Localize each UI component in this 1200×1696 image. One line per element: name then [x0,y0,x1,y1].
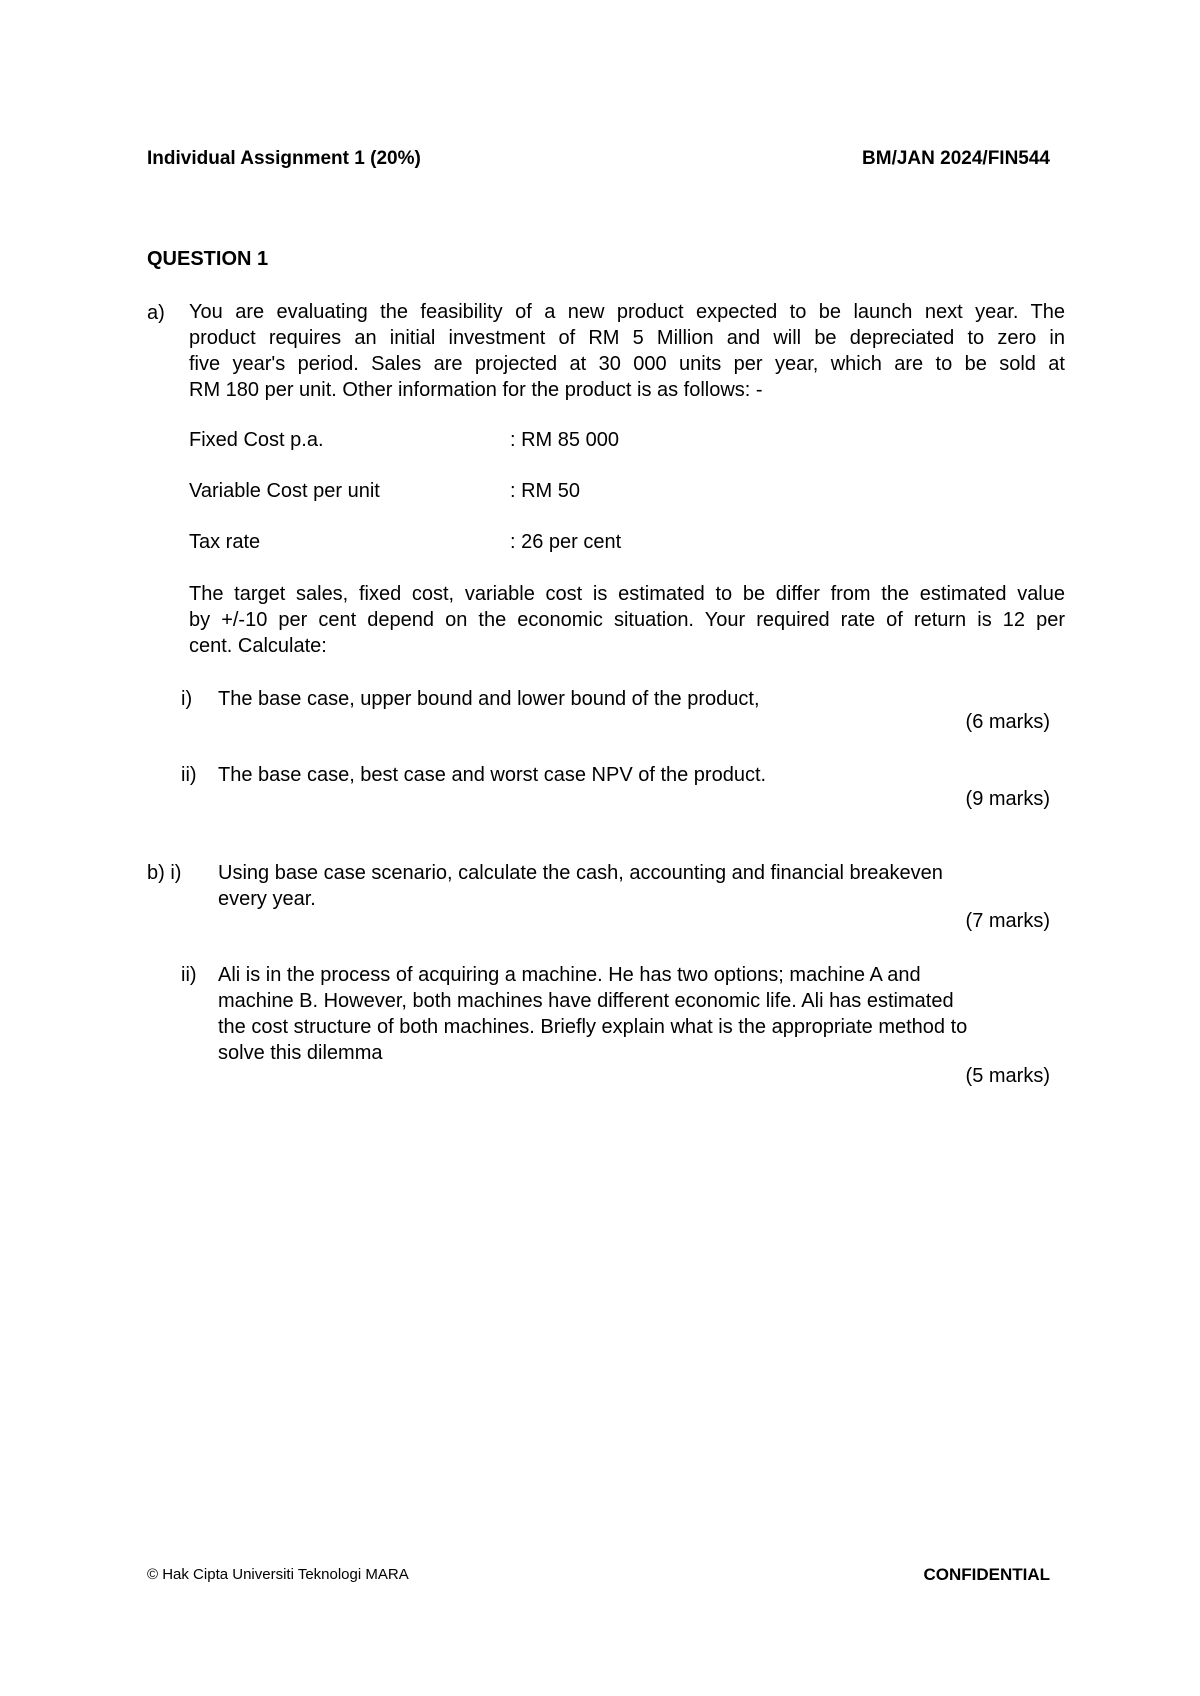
part-b-ii-line: Ali is in the process of acquiring a machine. He has two options; machine A and [218,964,921,986]
sub-ii-marks: (9 marks) [965,788,1050,810]
part-a-paragraph-2 [189,581,1065,659]
sub-i-label: i) [181,688,193,710]
part-b-i-line: Using base case scenario, calculate the cash, accounting and financial breakeven [218,862,943,884]
info-value-variable-cost: : RM 50 [510,480,581,502]
part-a-line: five year's period. Sales are projected at 30 000 units per year, which are to be sold at [189,353,1065,375]
sub-ii-label: ii) [181,764,197,786]
info-label-tax-rate: Tax rate [189,531,261,553]
part-b-ii-paragraph [218,962,1063,1066]
question-title: QUESTION 1 [147,248,269,270]
part-b-i-line: every year. [218,888,316,910]
part-a-para2-line: The target sales, fixed cost, variable cost is estimated to be differ from the estimated value [189,583,1065,605]
footer-copyright: © Hak Cipta Universiti Teknologi MARA [147,1566,409,1583]
sub-ii-text: The base case, best case and worst case NPV of the product. [218,764,767,786]
info-label-fixed-cost: Fixed Cost p.a. [189,429,324,451]
info-value-tax-rate: : 26 per cent [510,531,622,553]
header-left: Individual Assignment 1 (20%) [147,148,421,169]
part-a-paragraph [189,299,1065,403]
sub-i-marks: (6 marks) [965,711,1050,733]
part-b-ii-line: solve this dilemma [218,1042,383,1064]
part-a-label: a) [147,302,165,324]
part-a-line: product requires an initial investment of RM 5 Million and will be depreciated to zero in [189,327,1065,349]
part-a-line: RM 180 per unit. Other information for the product is as follows: - [189,379,763,401]
part-a-para2-line: cent. Calculate: [189,635,327,657]
part-a-line: You are evaluating the feasibility of a new product expected to be launch next year. The [189,301,1065,323]
info-value-fixed-cost: : RM 85 000 [510,429,619,451]
sub-i-text: The base case, upper bound and lower bound of the product, [218,688,760,710]
header-right: BM/JAN 2024/FIN544 [862,148,1050,169]
footer-confidential: CONFIDENTIAL [923,1565,1050,1584]
part-b-ii-line: machine B. However, both machines have different economic life. Ali has estimated [218,990,954,1012]
part-b-i-label: b) i) [147,862,182,884]
part-b-ii-marks: (5 marks) [965,1065,1050,1087]
info-label-variable-cost: Variable Cost per unit [189,480,380,502]
part-b-ii-line: the cost structure of both machines. Briefly explain what is the appropriate method to [218,1016,968,1038]
part-b-ii-label: ii) [181,964,197,986]
part-a-para2-line: by +/-10 per cent depend on the economic situation. Your required rate of return is 12 per [189,609,1065,631]
part-b-i-paragraph [218,860,943,912]
part-b-i-marks: (7 marks) [965,910,1050,932]
